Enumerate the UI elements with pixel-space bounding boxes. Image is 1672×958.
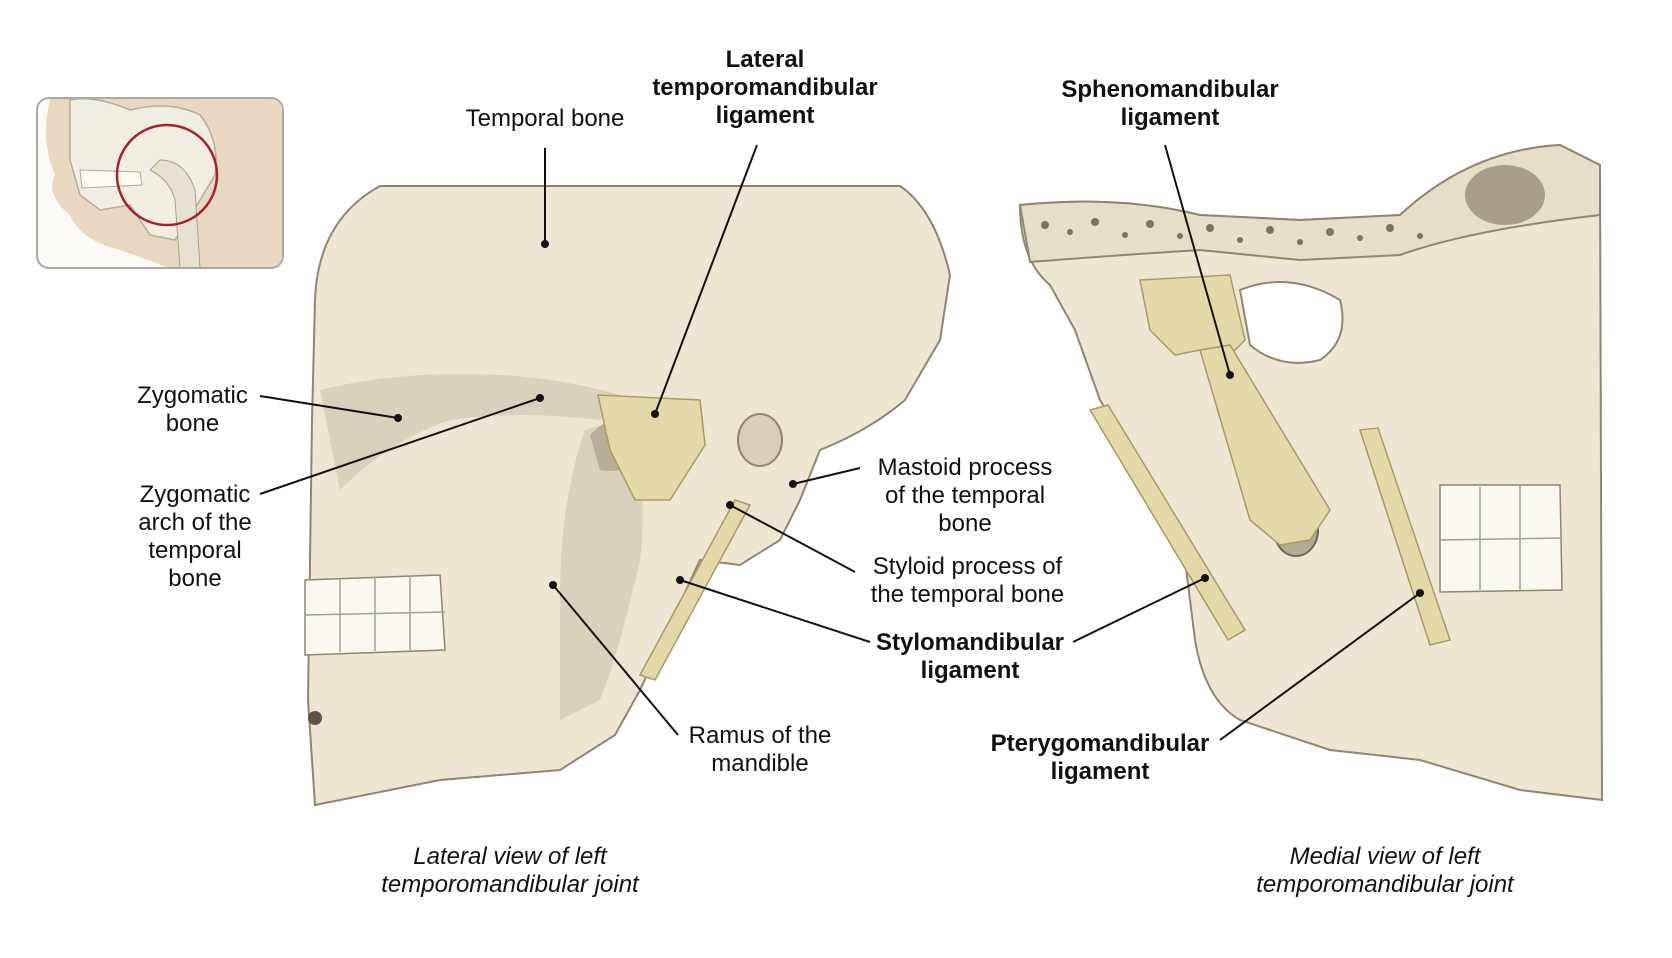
label-zygomatic-bone: Zygomatic bone xyxy=(137,382,248,437)
label-sphenomandibular-ligament: Sphenomandibular ligament xyxy=(1061,76,1279,131)
label-lateral-temporomandibular-ligament: Lateral temporomandibular ligament xyxy=(652,46,878,129)
label-ramus-of-mandible: Ramus of the mandible xyxy=(688,722,832,777)
locator-thumbnail xyxy=(37,98,283,268)
caption-medial-view: Medial view of left temporomandibular joint xyxy=(1256,843,1514,898)
lateral-teeth xyxy=(305,575,445,655)
label-pterygomandibular-ligament: Pterygomandibular ligament xyxy=(990,730,1210,785)
leader-stylomandibular xyxy=(680,580,870,642)
sinus-cavity xyxy=(1465,165,1545,225)
medial-view-illustration xyxy=(1020,145,1602,800)
lateral-view-illustration xyxy=(305,186,950,805)
external-acoustic-meatus xyxy=(738,414,782,466)
caption-lateral-view: Lateral view of left temporomandibular joint xyxy=(381,843,639,898)
leader-pterygo-medial xyxy=(1073,578,1205,642)
label-zygomatic-arch: Zygomatic arch of the temporal bone xyxy=(138,481,252,592)
label-styloid-process: Styloid process of the temporal bone xyxy=(870,553,1065,608)
label-mastoid-process: Mastoid process of the temporal bone xyxy=(877,454,1053,537)
label-stylomandibular-ligament: Stylomandibular ligament xyxy=(875,629,1065,684)
label-temporal-bone: Temporal bone xyxy=(465,105,625,132)
mental-foramen xyxy=(308,711,322,725)
medial-teeth xyxy=(1440,485,1562,592)
